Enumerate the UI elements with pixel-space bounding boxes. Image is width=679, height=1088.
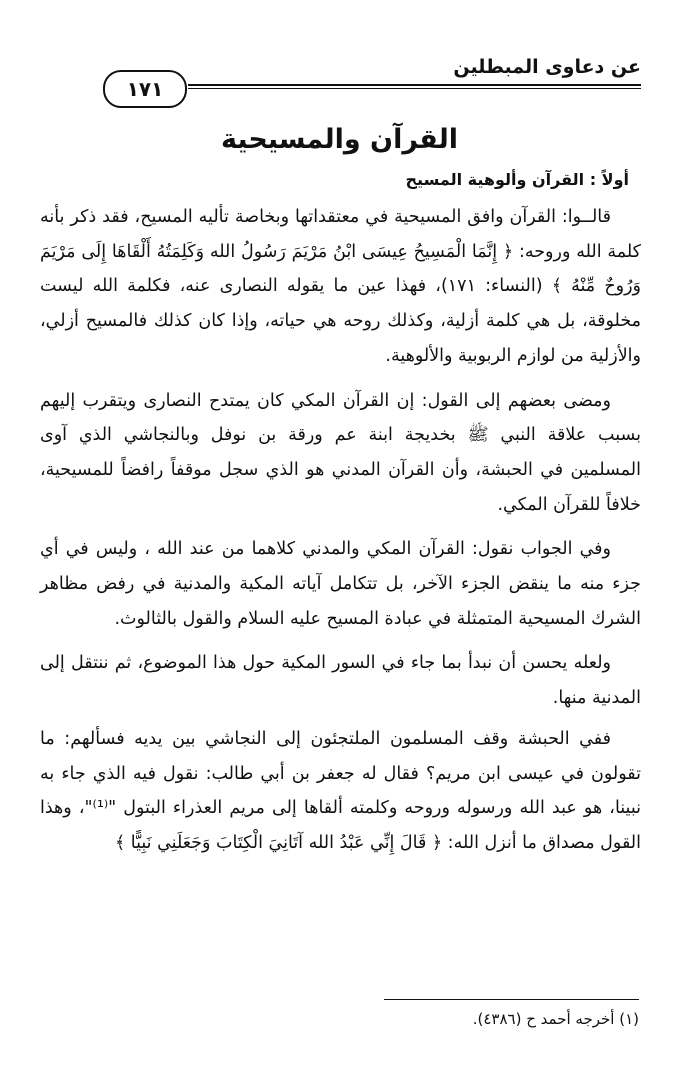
header-rule-thin [188,88,641,89]
body-text [40,200,641,871]
footnote: (١) أخرجه أحمد ح (٤٣٨٦). [472,1010,639,1028]
chapter-title: القرآن والمسيحية [221,124,458,155]
paragraph: ومضى بعضهم إلى القول: إن القرآن المكي كان يمتدح النصارى ويتقرب إليهم بسبب علاقة النبي ﷺ بخديجة ابنة عم ورقة بن نوفل وبالنجاشي الذي آوى المسلمين في الحبشة، وأن القرآن المدني هو الذي سجل موقفاً رافضاً للمسيحية، خلافاً للقرآن المكي. [40,390,641,515]
paragraph: ولعله يحسن أن نبدأ بما جاء في السور المكية حول هذا الموضوع، ثم ننتقل إلى المدنية منها. [40,653,641,709]
page-header [38,50,641,106]
header-rule [188,84,641,86]
footnote-rule [384,999,639,1000]
paragraph: قالــوا: القرآن وافق المسيحية في معتقداتها وبخاصة تأليه المسيح، فقد ذكر بأنه كلمة الله وروحه: ﴿ إِنَّمَا الْمَسِيحُ عِيسَى ابْنُ مَرْيَمَ رَسُولُ الله وَكَلِمَتُهُ أَلْقَاهَا إِلَى مَرْيَمَ وَرُوحٌ مِّنْهُ ﴾ (النساء: ١٧١)، فهذا عين ما يقوله النصارى عنه، فكلمة الله ليست مخلوقة، بل هي كلمة أزلية، وكذلك روحه هي حياته، وإذا كان كذلك فالمسيح أزلي، والأزلية من لوازم الربوبية والألوهية. [40,207,642,366]
paragraph: ففي الحبشة وقف المسلمون الملتجئون إلى النجاشي بين يديه فسألهم: ما تقولون في عيسى ابن مريم؟ فقال له جعفر بن أبي طالب: نقول فيه الذي جاء به نبينا، هو عبد الله ورسوله وروحه وكلمته ألقاها إلى مريم العذراء البتول "⁽¹⁾"، وهذا القول مصداق ما أنزل الله: ﴿ قَالَ إِنِّي عَبْدُ الله آتَانِيَ الْكِتَابَ وَجَعَلَنِي نَبِيًّا ﴾ [40,728,641,853]
section-subheading: أولاً : القرآن وألوهية المسيح [405,170,629,189]
paragraph: وفي الجواب نقول: القرآن المكي والمدني كلاهما من عند الله ، وليس في أي جزء منه ما ينقض الجزء الآخر، بل تتكامل آياته المكية والمدنية في رفض مظاهر الشرك المسيحية المتمثلة في عبادة المسيح عليه السلام والقول بالثالوث. [40,539,641,629]
running-title: عن دعاوى المبطلين [453,56,641,78]
page-number: ١٧١ [103,70,187,108]
